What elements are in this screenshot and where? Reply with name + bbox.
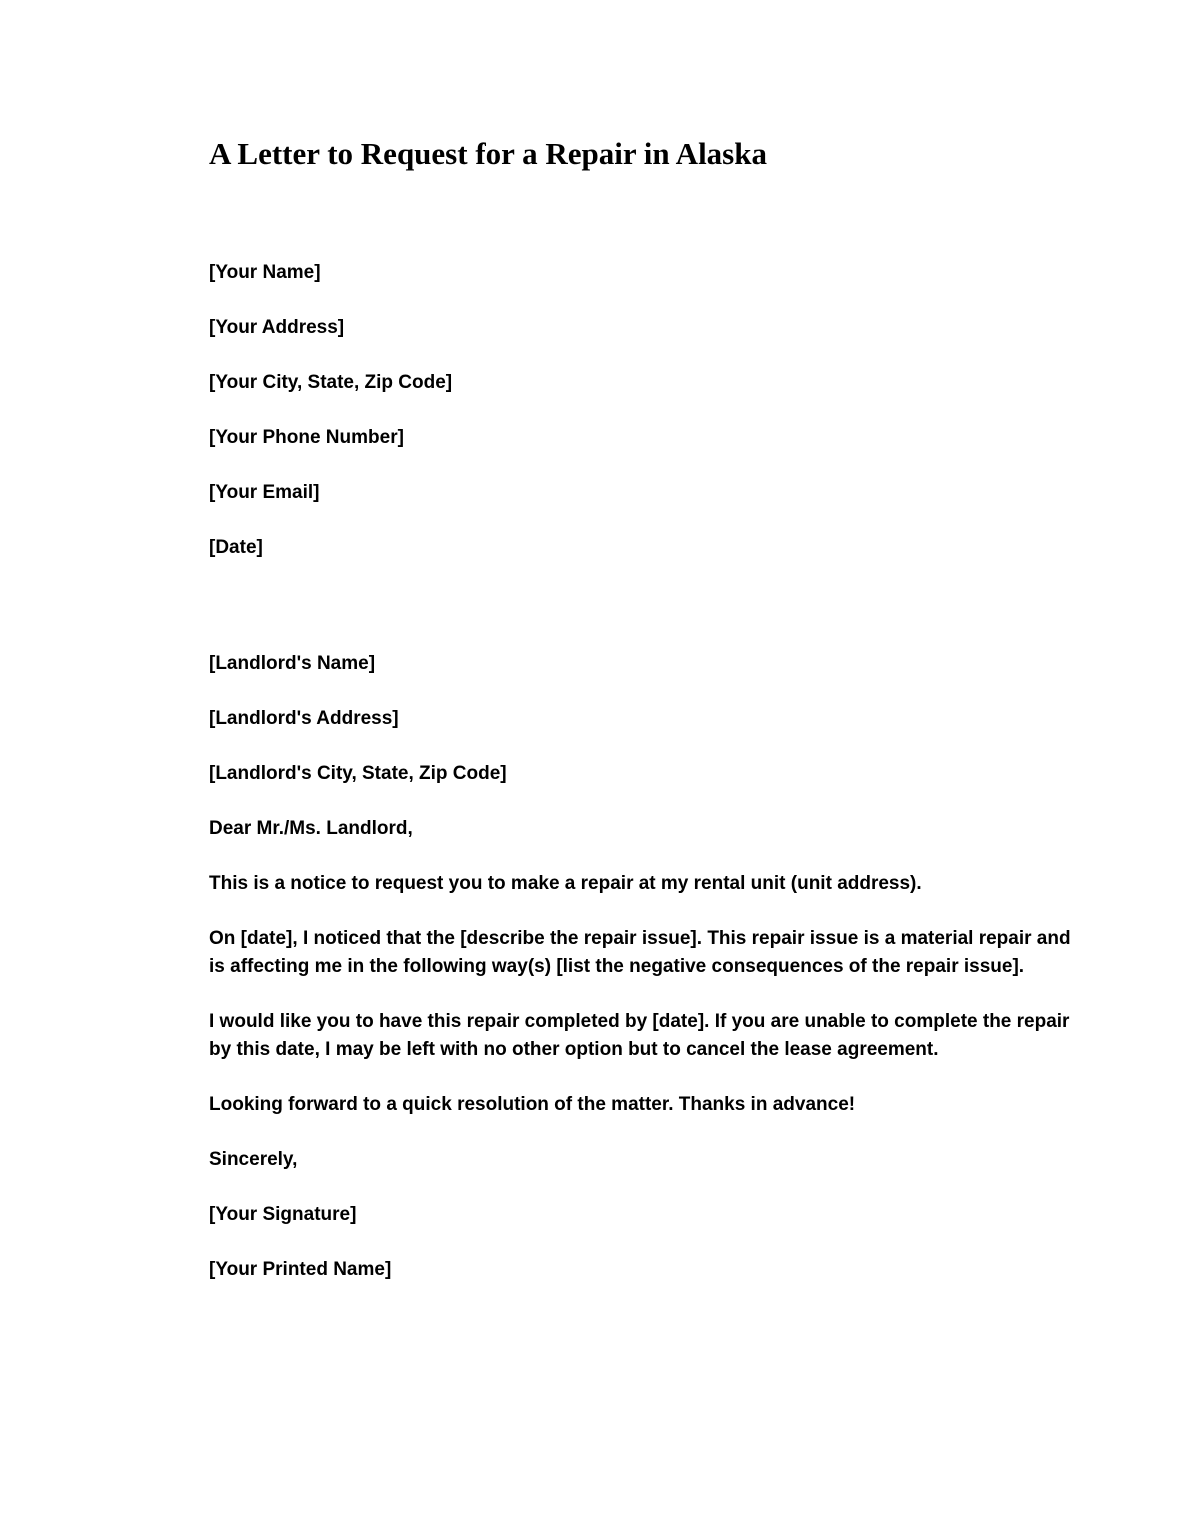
sender-address-line: [Your Address] bbox=[209, 317, 345, 338]
sender-name-line: [Your Name] bbox=[209, 262, 321, 283]
sender-city-state-zip-line: [Your City, State, Zip Code] bbox=[209, 372, 453, 393]
document-title: A Letter to Request for a Repair in Alaska bbox=[209, 136, 767, 171]
body-paragraph-deadline: I would like you to have this repair completed by [date]. If you are unable to complete the repair by this date, I may be left with no other option but to cancel the lease agreement. bbox=[209, 1011, 1070, 1060]
landlord-city-state-zip-line: [Landlord's City, State, Zip Code] bbox=[209, 763, 507, 784]
body-paragraph-repair-issue: On [date], I noticed that the [describe the repair issue]. This repair issue is a material repair and is affecting me in the following way(s) [list the negative consequences of the repair issue]. bbox=[209, 928, 1071, 977]
signature-placeholder: [Your Signature] bbox=[209, 1204, 357, 1225]
sender-address-block bbox=[209, 259, 1079, 562]
salutation: Dear Mr./Ms. Landlord, bbox=[209, 818, 413, 839]
recipient-address-block bbox=[209, 650, 1079, 788]
body-paragraph-notice: This is a notice to request you to make a repair at my rental unit (unit address). bbox=[209, 873, 922, 894]
landlord-name-line: [Landlord's Name] bbox=[209, 653, 376, 674]
landlord-address-line: [Landlord's Address] bbox=[209, 708, 399, 729]
closing-salutation: Sincerely, bbox=[209, 1149, 298, 1170]
printed-name-placeholder: [Your Printed Name] bbox=[209, 1259, 392, 1280]
sender-email-line: [Your Email] bbox=[209, 482, 320, 503]
sender-phone-line: [Your Phone Number] bbox=[209, 427, 404, 448]
date-line: [Date] bbox=[209, 537, 263, 558]
body-paragraph-thanks: Looking forward to a quick resolution of the matter. Thanks in advance! bbox=[209, 1094, 856, 1115]
